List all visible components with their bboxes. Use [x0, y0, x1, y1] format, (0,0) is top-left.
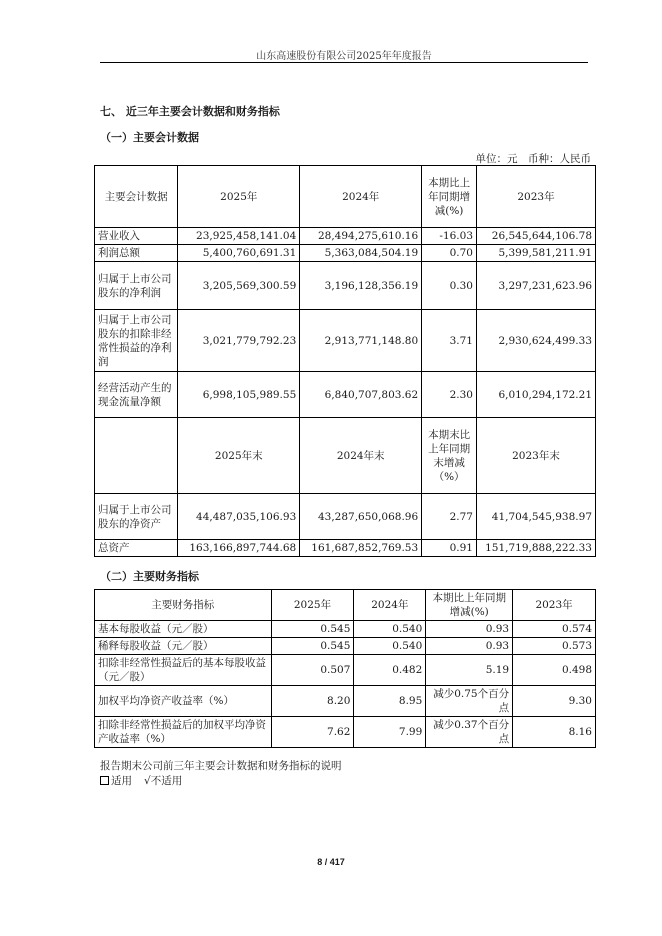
change-cell: 3.71: [422, 310, 477, 372]
table-row: [95, 686, 596, 717]
option-applicable-label: 适用: [111, 775, 132, 787]
row-label-cell: 利润总额: [95, 245, 178, 262]
table-row: [95, 372, 596, 418]
value-2025-cell: 7.62: [271, 717, 354, 748]
value-2023-cell: 2,930,624,499.33: [477, 310, 596, 372]
header-cell: 2025年: [178, 166, 300, 228]
table-header-row: [95, 418, 596, 494]
row-label-cell: 加权平均净资产收益率（%）: [95, 686, 272, 717]
row-label-cell: 基本每股收益（元／股）: [95, 621, 272, 638]
row-label-cell: 扣除非经常性损益后的加权平均净资产收益率（%）: [95, 717, 272, 748]
change-cell: -16.03: [422, 228, 477, 245]
value-2025-cell: 3,021,779,792.23: [178, 310, 300, 372]
value-2024-cell: 8.95: [354, 686, 426, 717]
value-2023-cell: 0.574: [513, 621, 596, 638]
value-2024-cell: 0.540: [354, 621, 426, 638]
table-row: [95, 245, 596, 262]
change-cell: 2.30: [422, 372, 477, 418]
row-label-cell: 归属于上市公司股东的净利润: [95, 262, 178, 310]
row-label-cell: 营业收入: [95, 228, 178, 245]
value-2024-cell: 0.540: [354, 638, 426, 655]
applicability-options: [100, 774, 182, 789]
header-cell: 主要财务指标: [95, 590, 272, 621]
table-row: [95, 494, 596, 540]
value-2023-cell: 151,719,888,222.33: [477, 540, 596, 557]
table-row: [95, 540, 596, 557]
value-2023-cell: 6,010,294,172.21: [477, 372, 596, 418]
row-label-cell: 归属于上市公司股东的净资产: [95, 494, 178, 540]
table-row: [95, 228, 596, 245]
header-cell: 2025年: [271, 590, 354, 621]
change-cell: 减少0.37个百分点: [426, 717, 513, 748]
value-2025-cell: 3,205,569,300.59: [178, 262, 300, 310]
header-cell: 本期比上年同期增减(%): [422, 166, 477, 228]
table-row: [95, 655, 596, 686]
header-cell: 2024年: [300, 166, 422, 228]
value-2024-cell: 5,363,084,504.19: [300, 245, 422, 262]
change-cell: 0.70: [422, 245, 477, 262]
header-divider: [100, 62, 588, 63]
change-cell: 0.91: [422, 540, 477, 557]
table-header-row: [95, 590, 596, 621]
accounting-data-table: [94, 165, 596, 557]
value-2025-cell: 0.545: [271, 621, 354, 638]
header-cell: 2023年末: [477, 418, 596, 494]
document-header: 山东高速股份有限公司2025年年度报告: [256, 51, 432, 62]
change-cell: 减少0.75个百分点: [426, 686, 513, 717]
value-2024-cell: 3,196,128,356.19: [300, 262, 422, 310]
table-row: [95, 310, 596, 372]
value-2025-cell: 6,998,105,989.55: [178, 372, 300, 418]
value-2025-cell: 5,400,760,691.31: [178, 245, 300, 262]
table-header-row: [95, 166, 596, 228]
header-cell: 2025年末: [178, 418, 300, 494]
value-2024-cell: 6,840,707,803.62: [300, 372, 422, 418]
row-label-cell: 归属于上市公司股东的扣除非经常性损益的净利润: [95, 310, 178, 372]
value-2023-cell: 9.30: [513, 686, 596, 717]
change-cell: 2.77: [422, 494, 477, 540]
value-2025-cell: 8.20: [271, 686, 354, 717]
value-2023-cell: 26,545,644,106.78: [477, 228, 596, 245]
accounting-subtitle: （一）主要会计数据: [100, 131, 199, 144]
financial-indicator-table: [94, 589, 596, 748]
change-cell: 5.19: [426, 655, 513, 686]
row-label-cell: 稀释每股收益（元／股）: [95, 638, 272, 655]
value-2024-cell: 43,287,650,068.96: [300, 494, 422, 540]
value-2023-cell: 41,704,545,938.97: [477, 494, 596, 540]
header-cell: 2023年: [477, 166, 596, 228]
value-2025-cell: 163,166,897,744.68: [178, 540, 300, 557]
financial-subtitle: （二）主要财务指标: [100, 570, 199, 583]
row-label-cell: 总资产: [95, 540, 178, 557]
row-label-cell: 扣除非经常性损益后的基本每股收益（元／股）: [95, 655, 272, 686]
change-cell: 0.93: [426, 638, 513, 655]
value-2023-cell: 5,399,581,211.91: [477, 245, 596, 262]
table-row: [95, 717, 596, 748]
checkbox-applicable[interactable]: [100, 776, 109, 785]
value-2023-cell: 8.16: [513, 717, 596, 748]
header-cell: [95, 418, 178, 494]
value-2024-cell: 28,494,275,610.16: [300, 228, 422, 245]
section-title: 七、 近三年主要会计数据和财务指标: [100, 105, 280, 118]
header-cell: 2024年: [354, 590, 426, 621]
header-cell: 2024年末: [300, 418, 422, 494]
table-row: [95, 262, 596, 310]
option-not-applicable-label: √不适用: [144, 775, 183, 787]
value-2025-cell: 23,925,458,141.04: [178, 228, 300, 245]
header-cell: 主要会计数据: [95, 166, 178, 228]
header-cell: 本期末比上年同期末增减（%）: [422, 418, 477, 494]
header-cell: 本期比上年同期增减(%): [426, 590, 513, 621]
unit-currency-label: 单位：元 币种：人民币: [475, 153, 591, 165]
value-2023-cell: 0.573: [513, 638, 596, 655]
change-cell: 0.93: [426, 621, 513, 638]
value-2024-cell: 7.99: [354, 717, 426, 748]
table-row: [95, 621, 596, 638]
table-row: [95, 638, 596, 655]
row-label-cell: 经营活动产生的现金流量净额: [95, 372, 178, 418]
value-2023-cell: 0.498: [513, 655, 596, 686]
value-2023-cell: 3,297,231,623.96: [477, 262, 596, 310]
value-2024-cell: 0.482: [354, 655, 426, 686]
value-2025-cell: 44,487,035,106.93: [178, 494, 300, 540]
value-2025-cell: 0.545: [271, 638, 354, 655]
value-2024-cell: 161,687,852,769.53: [300, 540, 422, 557]
value-2025-cell: 0.507: [271, 655, 354, 686]
page-number: 8 / 417: [317, 857, 345, 867]
header-cell: 2023年: [513, 590, 596, 621]
change-cell: 0.30: [422, 262, 477, 310]
value-2024-cell: 2,913,771,148.80: [300, 310, 422, 372]
note-text: 报告期末公司前三年主要会计数据和财务指标的说明: [100, 760, 342, 772]
